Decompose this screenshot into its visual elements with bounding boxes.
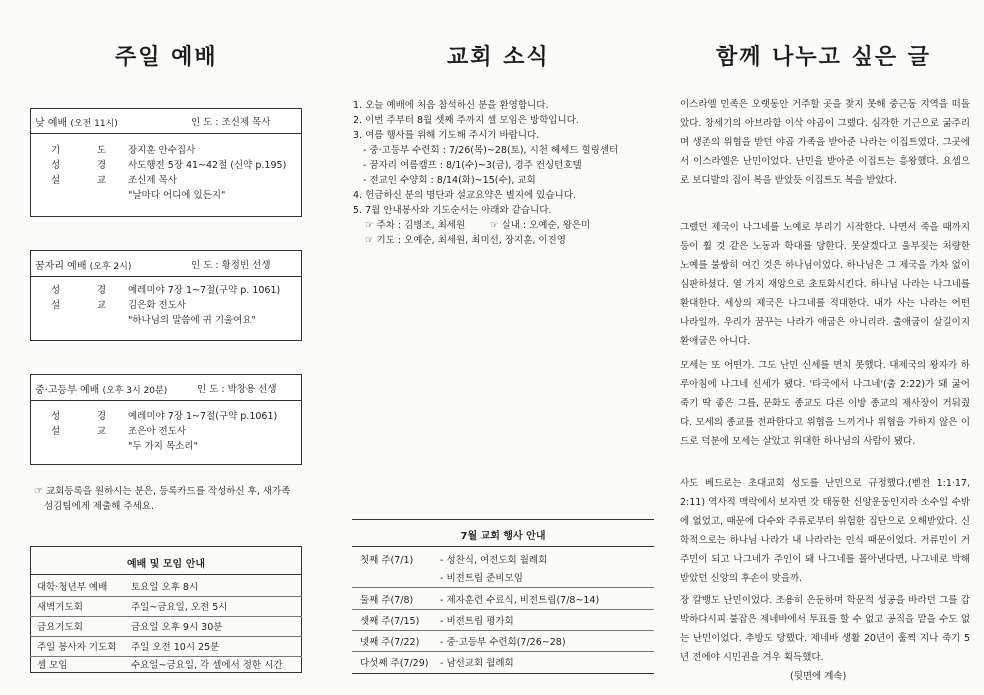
meetings-title: 예배 및 모임 안내 xyxy=(126,559,206,570)
service-box-3 xyxy=(30,374,302,465)
news-item: 2. 이번 주부터 8월 셋째 주까지 셀 모임은 방학입니다. xyxy=(353,115,579,126)
service-row: 설 교 조은아 전도사 xyxy=(51,426,187,437)
article-paragraph: 이스라엘 민족은 오랫동안 거주할 곳을 찾지 못해 중근동 지역을 떠돌았다. 창세기의 아브라함 이삭 야곱이 그랬다. 심각한 기근으로 굶주리며 생존의 위협을 받던 야곱 가족을 받아준 나라는 이집트였다. 그곳에서 이스라엘은 난민이었다. 난민을 받아준 이집트는 흥왕했다. 요셉으로 보디발의 집이 복을 받았듯 이집트도 복을 받았다. xyxy=(680,99,970,186)
sermon-title: "하나님의 말씀에 귀 기울여요" xyxy=(128,315,256,326)
service-row: 성 경 예레미야 7장 1~7절(구약 p.1061) xyxy=(51,411,278,422)
calendar-title: 7월 교회 행사 안내 xyxy=(460,531,546,542)
service-row: 설 교 조신제 목사 xyxy=(51,175,177,186)
article-paragraph: 장 칼뱅도 난민이었다. 조용히 은둔하며 학문적 성공을 바라던 그를 갑박하다시피 불잡은 제네바에서 투표를 할 수 없고 공직을 맡을 수도 없는 난민이었다. 추방도 당했다. 제네바 생활 20년이 훌쩍 지나 죽기 5년 전에야 시민권을 겨우 획득했다. xyxy=(680,595,970,663)
service-row: 기 도 장지훈 안수집사 xyxy=(51,145,196,156)
news-item: 1. 오늘 예배에 처음 참석하신 분을 환영합니다. xyxy=(353,100,549,111)
news-subitem: - 중·고등부 수련회 : 7/26(목)~28(토), 시천 헤세드 힐링센터 xyxy=(363,145,619,156)
registration-note: ☞ 교회등록을 원하시는 분은, 등록카드를 작성하신 후, 새가족 섬김팀에게 제출해 주세요. xyxy=(34,486,291,512)
news-item: 3. 여름 행사를 위해 기도해 주시기 바랍니다. xyxy=(353,130,540,141)
prayer-row: ☞ 기도 : 오예순, 최세원, 최미선, 장지훈, 이진영 xyxy=(365,235,566,246)
sermon-title: "두 가지 목소리" xyxy=(128,441,198,452)
service-name: 꿈자리 예배 (오후 2시) xyxy=(35,261,132,272)
continued-note: (뒷면에 계속) xyxy=(790,671,847,682)
article-paragraph: 모세는 또 어떤가. 그도 난민 신세를 면치 못했다. 대제국의 왕자가 하루아침에 나그네 신세가 됐다. '타국에서 나그네'(출 2:22)가 돼 굶어죽기 딱 좋은 그를, 문화도 종교도 다른 이방 종교의 제사장이 거둬줬다. 모세의 종교를 전파한다고 위협을 느끼거나 위협을 가하지 않은 이드로 덕분에 모세는 살았고 위대한 하나님의 사람이 됐다. xyxy=(680,360,970,447)
service-box-2 xyxy=(30,250,302,341)
sermon-title: "날마다 어디에 있든지" xyxy=(128,190,226,201)
article-paragraph: 그랬던 제국이 나그네를 노예로 부리기 시작한다. 나면서 죽을 때까지 등이 휠 것 같은 노동과 학대를 당한다. 못살겠다고 울부짖는 처량한 노예를 불쌍히 여긴 것은 하나님이었다. 하나님은 그 제국을 가차 없이 심판하셨다. 열 가지 재앙으로 초토화시킨다. 하나님 나라는 나그네를 환대한다. 세상의 제국은 나그네를 적대한다. 내가 사는 나라는 어떤 나라일까. 우리가 꿈꾸는 나라가 애굽은 아니리라. 출애굽이 살길이지 환애굽은 아니다. xyxy=(680,222,970,347)
service-name: 중·고등부 예배 (오후 3시 20분) xyxy=(35,385,168,396)
service-leader: 인 도 : 황정빈 선생 xyxy=(191,260,271,271)
volunteer-row: ☞ 주차 : 김병조, 최세원 ☞ 실내 : 오예순, 왕은미 xyxy=(365,220,591,231)
service-leader: 인 도 : 조신제 목사 xyxy=(191,117,271,128)
news-title: 교회 소식 xyxy=(447,45,550,70)
article-title: 함께 나누고 싶은 글 xyxy=(716,45,931,70)
news-item: 4. 헌금하신 분의 명단과 설교요약은 별지에 있습니다. xyxy=(353,190,576,201)
service-name: 낮 예배 (오전 11시) xyxy=(35,118,118,129)
news-subitem: - 꿈자리 여름캠프 : 8/1(수)~3(금), 경주 컨싱턴호텔 xyxy=(363,160,582,171)
calendar-table: 7월 교회 행사 안내 첫째 주(7/1) - 성찬식, 여전도회 월례회 - 비전트립 준비모임 둘째 주(7/8) - 제자훈련 수료식, 비전트립(7/8~14) 셋째 주(7/15) - 비전트립 평가회 넷째 주(7/22) - 중·고등부 수련회(7/26~28) 다섯째 주(7/29) - 남선교회 월례회 xyxy=(352,519,654,675)
news-subitem: - 전교인 수양회 : 8/14(화)~15(수), 교회 xyxy=(363,175,536,186)
service-leader: 인 도 : 박창용 선생 xyxy=(197,384,277,395)
worship-title: 주일 예배 xyxy=(115,45,218,70)
service-row: 성 경 사도행전 5장 41~42절 (신약 p.195) xyxy=(51,160,287,171)
news-list xyxy=(353,98,653,248)
service-box-1 xyxy=(30,108,302,217)
service-row: 성 경 예레미야 7장 1~7절(구약 p. 1061) xyxy=(51,285,281,296)
article-paragraph: 사도 베드로는 초대교회 성도를 난민으로 규정했다.(벧전 1:1·17, 2:11) 역사적 맥락에서 보자면 갓 태동한 신앙운동인지라 소수일 수밖에 없었고, 때문에 다수와 주류로부터 위험한 집단으로 오해받았다. 신학적으로는 하나님 나라가 내 나라라는 인식 때문이었다. 거류민이 거주민이 되고 나그네가 주인이 돼 나그네를 몰아낸다면, 나그네로 박해받았던 신앙의 후손이 맞을까. xyxy=(680,478,970,584)
pointing-hand-icon: ☞ xyxy=(34,486,43,497)
service-row: 설 교 김은화 전도사 xyxy=(51,300,187,311)
news-item: 5. 7월 안내봉사와 기도순서는 아래와 같습니다. xyxy=(353,205,552,216)
meetings-table: 예배 및 모임 안내 대학·청년부 예배 토요일 오후 8시 새벽기도회 주일~금요일, 오전 5시 금요기도회 금요일 오후 9시 30분 주일 봉사자 기도회 주일 오전 10시 25분 셀 모임 수요일~금요일, 각 셀에서 정한 시간 xyxy=(30,546,302,673)
